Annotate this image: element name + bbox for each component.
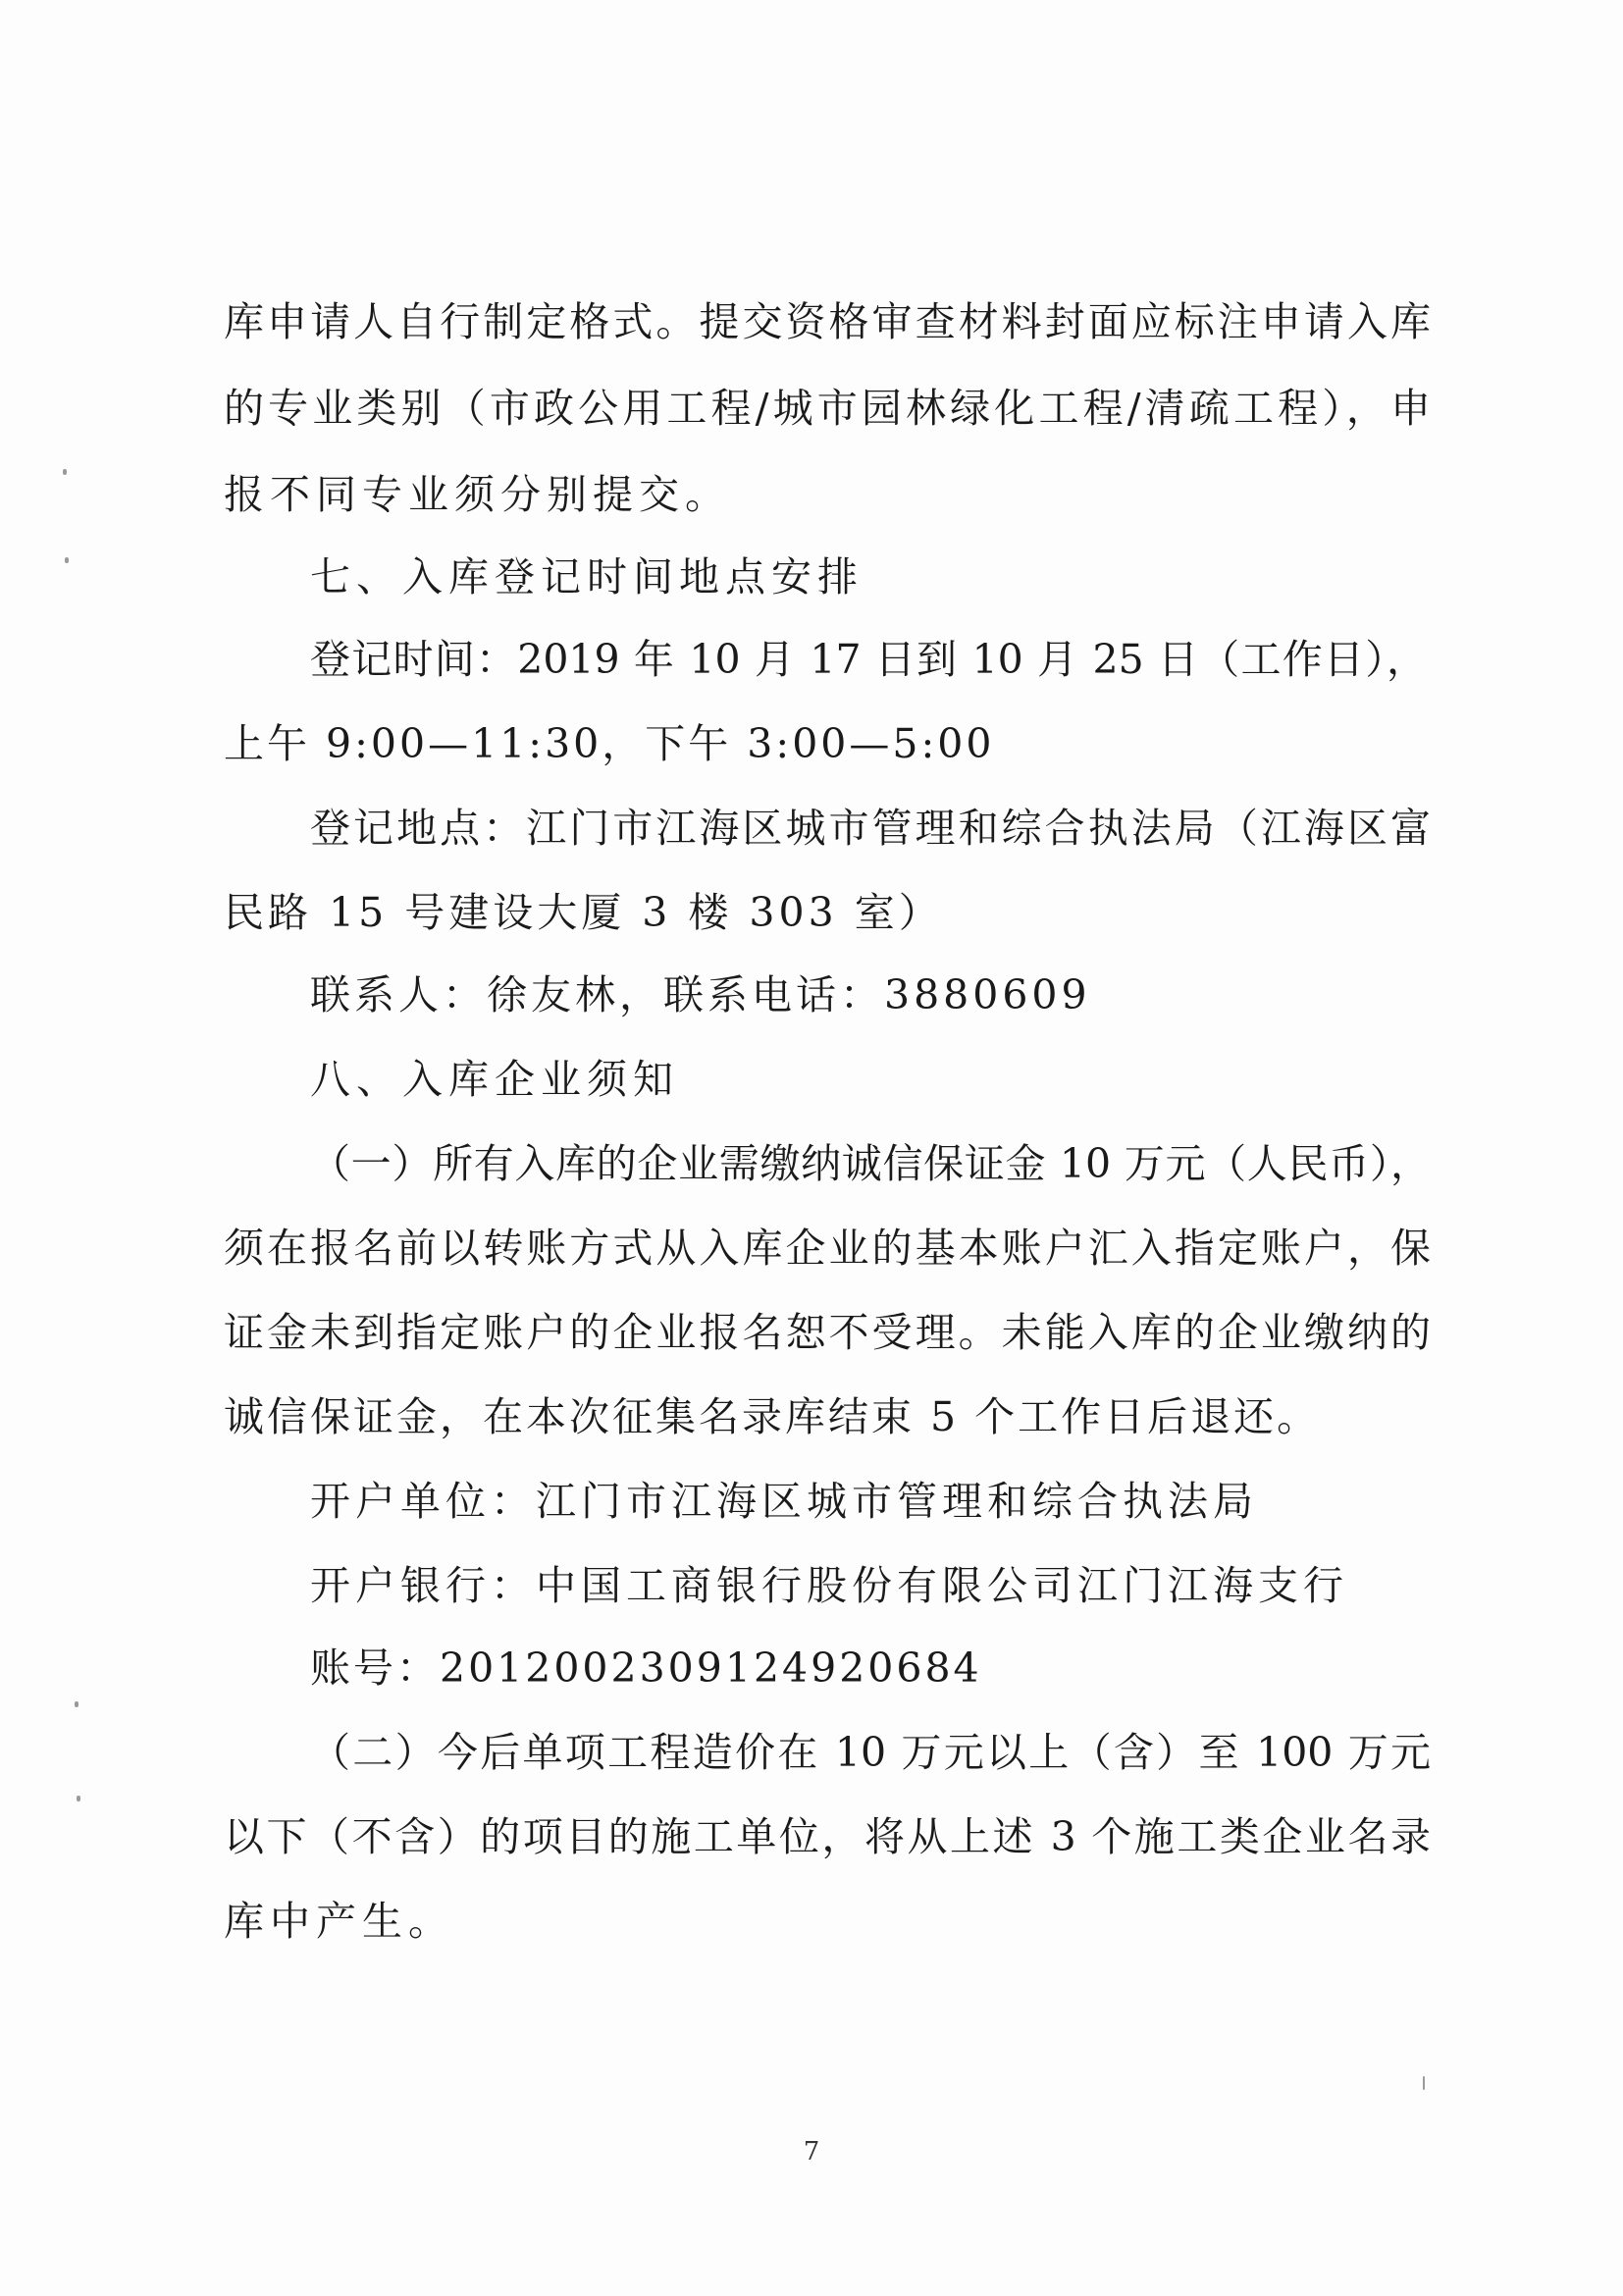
section-heading-7: 七、入库登记时间地点安排 bbox=[310, 553, 864, 600]
account-holder-line: 开户单位：江门市江海区城市管理和综合执法局 bbox=[310, 1478, 1258, 1525]
notice-1-line-4: 诚信保证金，在本次征集名录库结束 5 个工作日后退还。 bbox=[224, 1393, 1321, 1440]
scan-speck bbox=[65, 557, 69, 563]
registration-hours-line: 上午 9:00—11:30，下午 3:00—5:00 bbox=[224, 720, 995, 767]
paragraph-line-1: 库申请人自行制定格式。提交资格审查材料封面应标注申请入库 bbox=[224, 298, 1431, 345]
notice-1-line-3: 证金未到指定账户的企业报名恕不受理。未能入库的企业缴纳的 bbox=[224, 1309, 1431, 1356]
account-number-line: 账号：2012002309124920684 bbox=[310, 1644, 982, 1692]
page-number: 7 bbox=[803, 2137, 820, 2166]
notice-1-line-1: （一）所有入库的企业需缴纳诚信保证金 10 万元（人民币）， bbox=[310, 1140, 1431, 1187]
scan-speck bbox=[75, 1701, 79, 1707]
notice-2-line-2: 以下（不含）的项目的施工单位，将从上述 3 个施工类企业名录 bbox=[224, 1813, 1431, 1860]
registration-address-line: 民路 15 号建设大厦 3 楼 303 室） bbox=[224, 889, 943, 936]
registration-place-line: 登记地点：江门市江海区城市管理和综合执法局（江海区富 bbox=[310, 805, 1431, 852]
registration-time-line: 登记时间：2019 年 10 月 17 日到 10 月 25 日（工作日）， bbox=[310, 636, 1427, 683]
notice-1-line-2: 须在报名前以转账方式从入库企业的基本账户汇入指定账户，保 bbox=[224, 1225, 1431, 1272]
notice-2-line-1: （二）今后单项工程造价在 10 万元以上（含）至 100 万元 bbox=[310, 1729, 1431, 1776]
scan-speck bbox=[63, 469, 67, 475]
bank-line: 开户银行：中国工商银行股份有限公司江门江海支行 bbox=[310, 1562, 1348, 1609]
paragraph-line-2: 的专业类别（市政公用工程/城市园林绿化工程/清疏工程），申 bbox=[224, 385, 1431, 432]
scan-speck bbox=[77, 1796, 80, 1801]
contact-line: 联系人：徐友林，联系电话：3880609 bbox=[310, 971, 1091, 1018]
scan-speck bbox=[1423, 2076, 1425, 2090]
notice-2-line-3: 库中产生。 bbox=[224, 1898, 454, 1945]
paragraph-line-3: 报不同专业须分别提交。 bbox=[224, 471, 731, 518]
section-heading-8: 八、入库企业须知 bbox=[310, 1056, 679, 1103]
